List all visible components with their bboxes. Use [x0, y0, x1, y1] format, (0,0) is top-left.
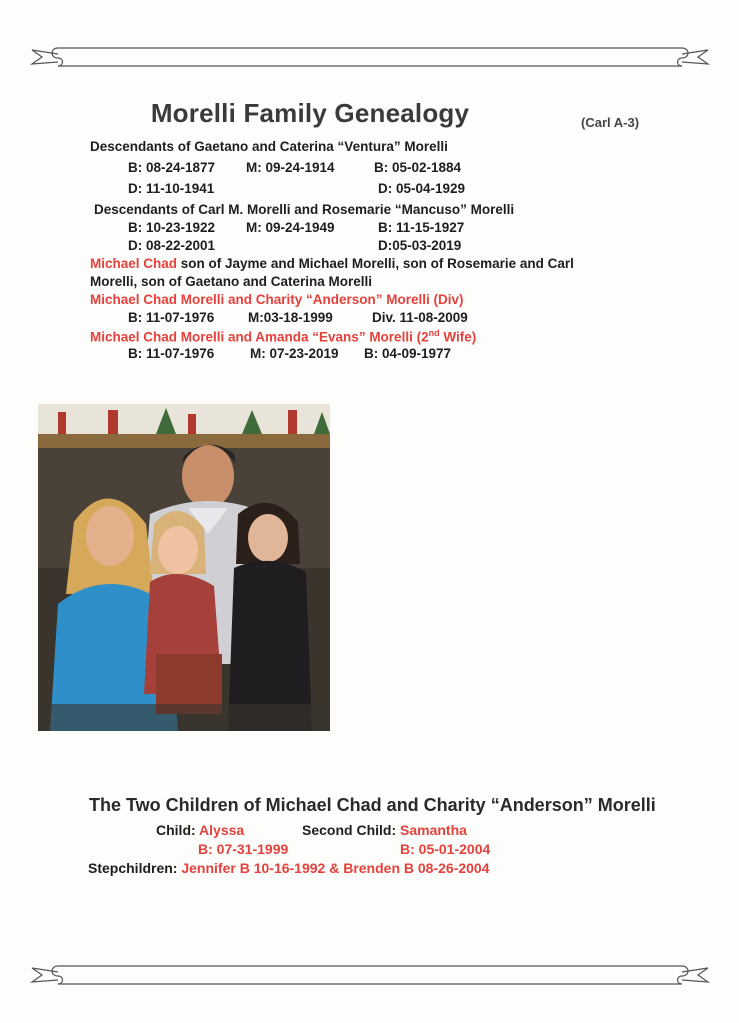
stepchildren-value: Jennifer B 10-16-1992 & Brenden B 08-26-2004: [181, 860, 490, 876]
stepchildren: [88, 860, 490, 876]
page-title: Morelli Family Genealogy: [150, 98, 470, 128]
gen2-birth-1: B: 10-23-1922: [128, 220, 216, 235]
child-2: [302, 822, 467, 838]
gen1-birth-2: B: 05-02-1884: [374, 160, 462, 175]
stepchildren-label: Stepchildren:: [88, 860, 182, 876]
marriage2-date: M: 07-23-2019: [250, 346, 339, 361]
marriage1-date: M:03-18-1999: [248, 310, 333, 325]
gen1-marriage: M: 09-24-1914: [246, 160, 335, 175]
gen1-death-2: D: 05-04-1929: [378, 181, 466, 196]
gen2-marriage: M: 09-24-1949: [246, 220, 335, 235]
child-2-birth: B: 05-01-2004: [400, 841, 491, 857]
gen1-death-1: D: 11-10-1941: [128, 181, 215, 196]
gen3-name: Michael Chad: [90, 256, 178, 271]
gen3-lineage: [90, 256, 574, 271]
child-1-label: Child:: [156, 822, 200, 838]
gen2-death-2: D:05-03-2019: [378, 238, 462, 253]
marriage2-heading-text: Michael Chad Morelli and Amanda “Evans” Morelli (2: [90, 329, 429, 345]
child-2-label: Second Child:: [302, 822, 400, 838]
gen2-heading: Descendants of Carl M. Morelli and Rosemarie “Mancuso” Morelli: [94, 202, 515, 217]
child-1-name: Alyssa: [199, 822, 245, 838]
child-1-birth: B: 07-31-1999: [198, 841, 289, 857]
gen3-lineage-text: son of Jayme and Michael Morelli, son of Rosemarie and Carl: [177, 256, 574, 271]
top-scroll-border: [28, 42, 712, 72]
marriage2-heading: [90, 328, 476, 345]
marriage1-birth: B: 11-07-1976: [128, 310, 215, 325]
marriage1-divorce: Div. 11-08-2009: [372, 310, 468, 325]
gen1-birth-1: B: 08-24-1877: [128, 160, 216, 175]
child-1: [156, 822, 244, 838]
marriage2-spouse-birth: B: 04-09-1977: [364, 346, 452, 361]
bottom-scroll-border: [28, 960, 712, 990]
gen2-death-1: D: 08-22-2001: [128, 238, 216, 253]
marriage1-heading: Michael Chad Morelli and Charity “Anderson” Morelli (Div): [90, 292, 464, 307]
children-heading: The Two Children of Michael Chad and Charity “Anderson” Morelli: [89, 795, 656, 815]
marriage2-birth: B: 11-07-1976: [128, 346, 215, 361]
gen1-heading: Descendants of Gaetano and Caterina “Ventura” Morelli: [90, 139, 448, 154]
family-photo: [38, 404, 330, 731]
gen2-birth-2: B: 11-15-1927: [378, 220, 465, 235]
reference-code: (Carl A-3): [581, 115, 640, 130]
marriage2-heading-end: Wife): [439, 329, 477, 345]
marriage2-heading-sup: nd: [428, 328, 440, 338]
child-2-name: Samantha: [400, 822, 467, 838]
gen3-lineage-continued: Morelli, son of Gaetano and Caterina Morelli: [90, 274, 373, 289]
